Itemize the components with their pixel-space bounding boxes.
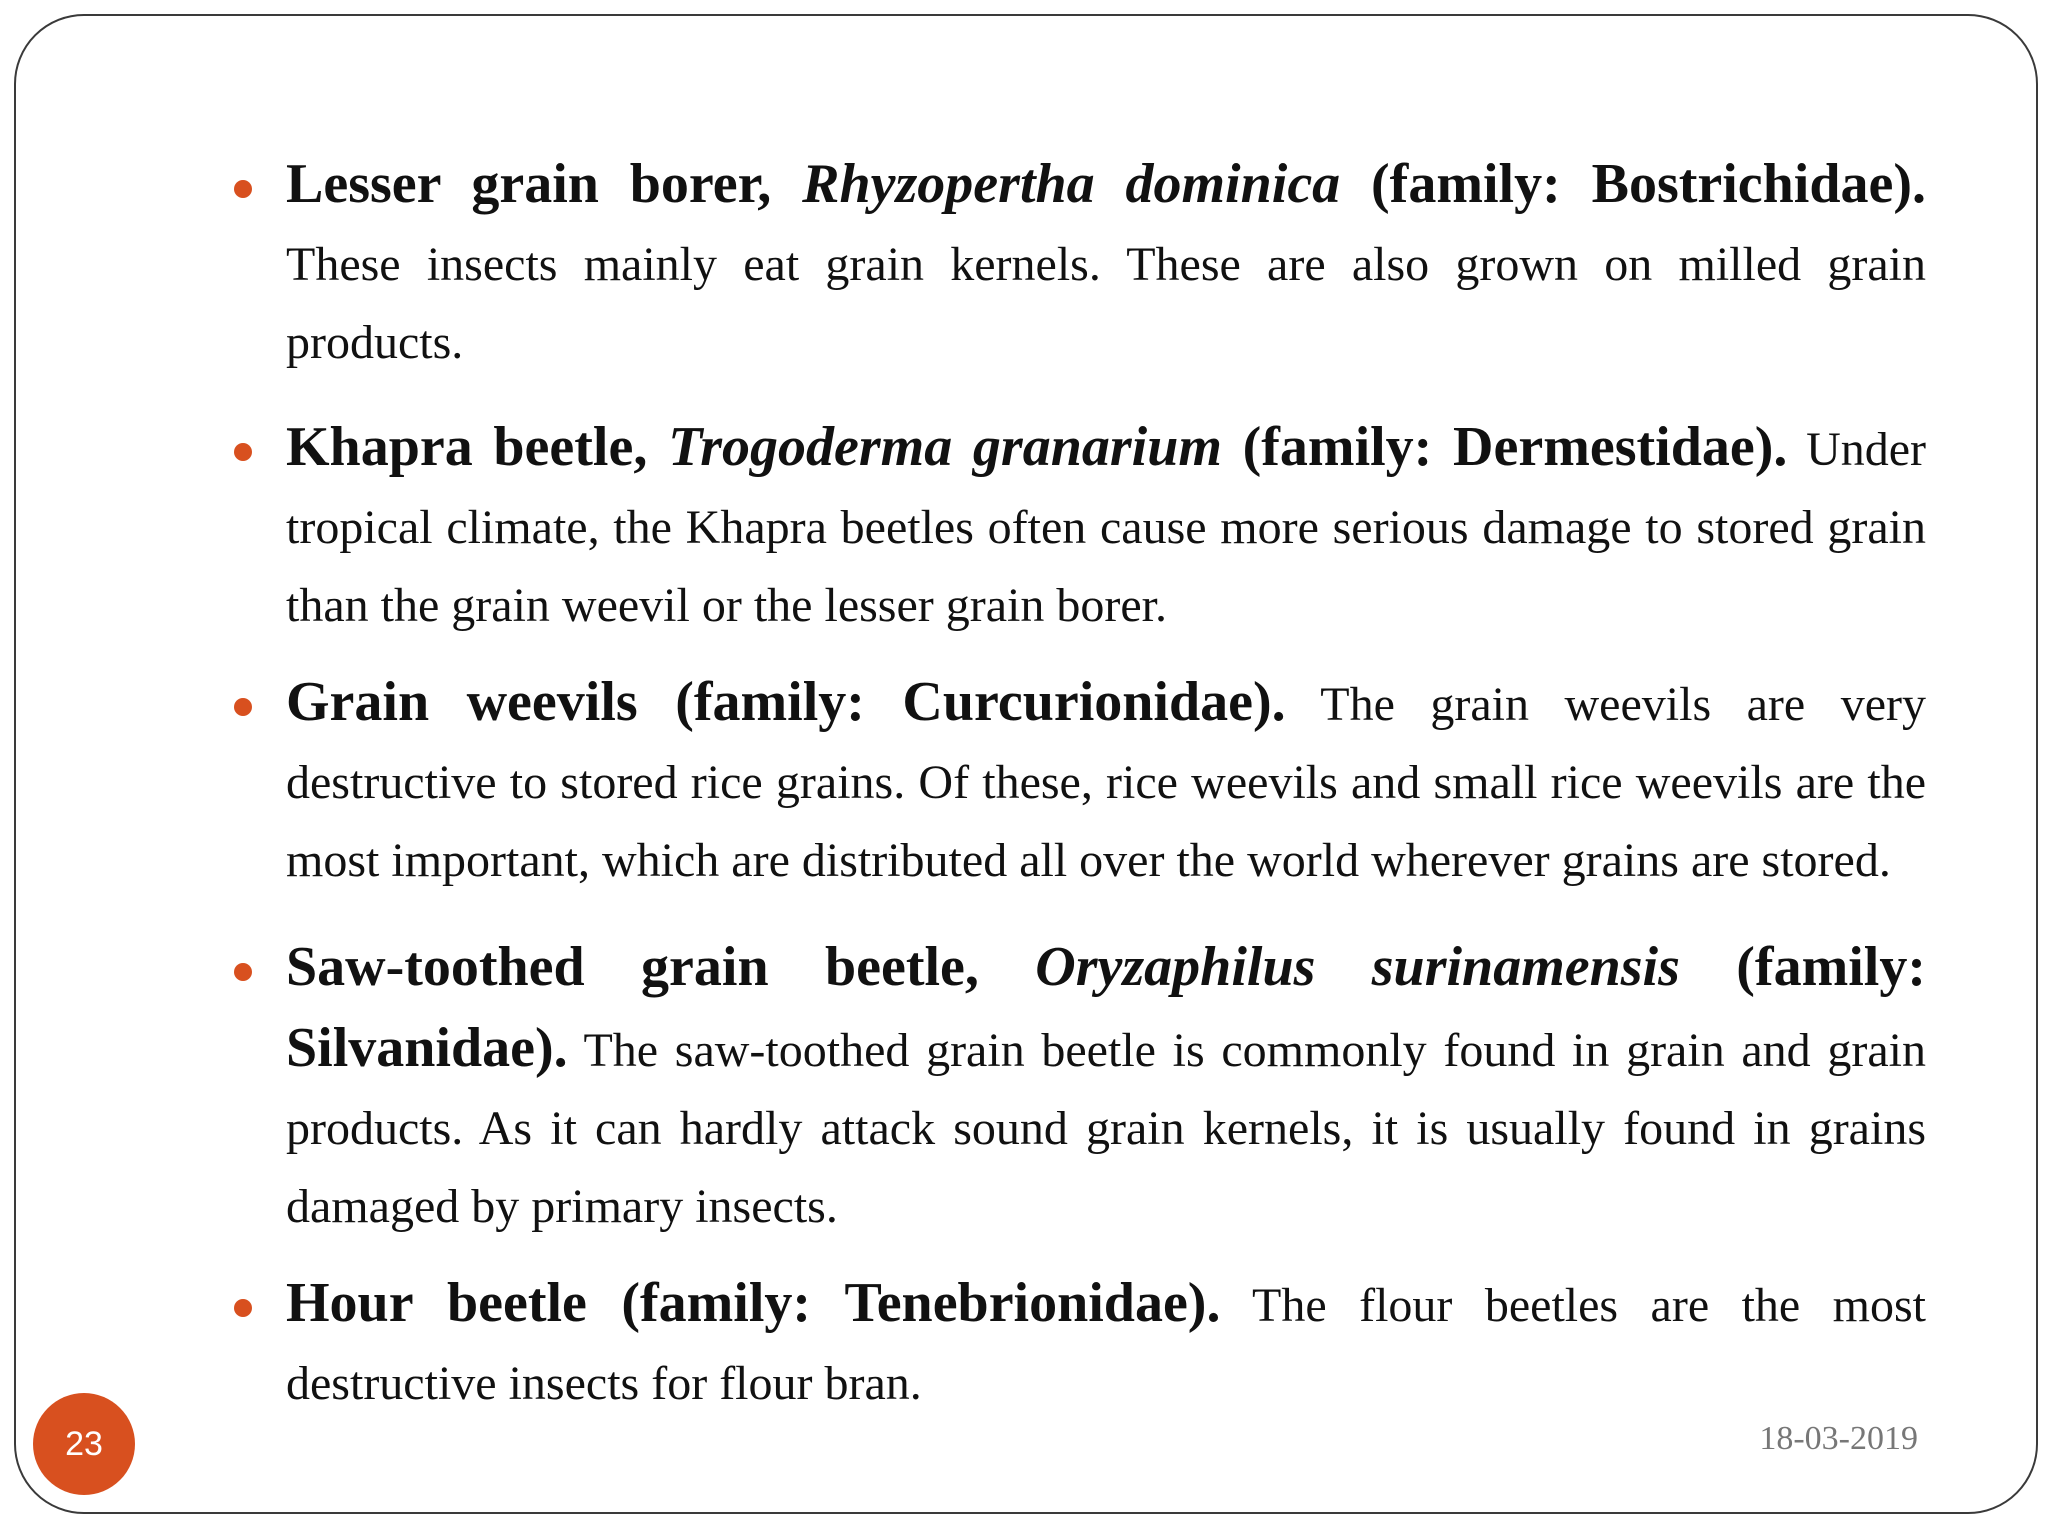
- family-name: (family: Silvanidae).: [286, 936, 1926, 1079]
- bullet-description: The saw-toothed grain beetle is commonly found in grain and grain products. As it can hardly attack sound grain kernels, it is usually found in grains damaged by primary insects.: [286, 1024, 1926, 1233]
- bullet-dot-icon: [234, 963, 252, 981]
- bullet-description: The flour beetles are the most destructive insects for flour bran.: [286, 1279, 1926, 1410]
- bullet-item-khapra-beetle: [286, 413, 1926, 650]
- bullet-dot-icon: [234, 1299, 252, 1317]
- scientific-name: Trogoderma granarium: [668, 416, 1222, 478]
- bullet-heading: [286, 671, 1286, 733]
- bullet-description: Under tropical climate, the Khapra beetles often cause more serious damage to stored grain than the grain weevil or the lesser grain borer.: [286, 423, 1927, 632]
- bullet-dot-icon: [234, 698, 252, 716]
- bullet-item-saw-toothed-grain-beetle: [286, 933, 1926, 1251]
- bullet-item-hour-beetle: [286, 1269, 1926, 1428]
- family-name: (family: Dermestidae).: [1221, 416, 1788, 478]
- bullet-description: These insects mainly eat grain kernels. These are also grown on milled grain products.: [286, 238, 1926, 369]
- bullet-dot-icon: [234, 180, 252, 198]
- common-name: Lesser grain borer,: [286, 153, 803, 215]
- common-name: Saw-toothed grain beetle,: [286, 936, 1036, 998]
- common-name: Hour beetle: [286, 1272, 587, 1334]
- bullet-heading: [286, 416, 1787, 478]
- slide-number: 23: [65, 1424, 103, 1463]
- bullet-heading: [286, 153, 1926, 215]
- scientific-name: Rhyzopertha dominica: [802, 153, 1341, 215]
- slide-number-badge: [33, 1393, 135, 1495]
- bullet-heading: [286, 1272, 1220, 1334]
- bullet-item-lesser-grain-borer: [286, 150, 1926, 387]
- bullet-description: The grain weevils are very destructive to stored rice grains. Of these, rice weevils and small rice weevils are the most important, which are distributed all over the world wherever grains are stored.: [286, 678, 1927, 887]
- family-name: (family: Curcurionidae).: [637, 671, 1286, 733]
- scientific-name: Oryzaphilus surinamensis: [1035, 936, 1680, 998]
- family-name: (family: Tenebrionidae).: [586, 1272, 1221, 1334]
- bullet-item-grain-weevils: [286, 668, 1926, 905]
- bullet-dot-icon: [234, 443, 252, 461]
- slide-date: 18-03-2019: [1759, 1420, 1918, 1457]
- slide-content: [286, 150, 1926, 1428]
- family-name: (family: Bostrichidae).: [1340, 153, 1927, 215]
- common-name: Grain weevils: [286, 671, 638, 733]
- common-name: Khapra beetle,: [286, 416, 669, 478]
